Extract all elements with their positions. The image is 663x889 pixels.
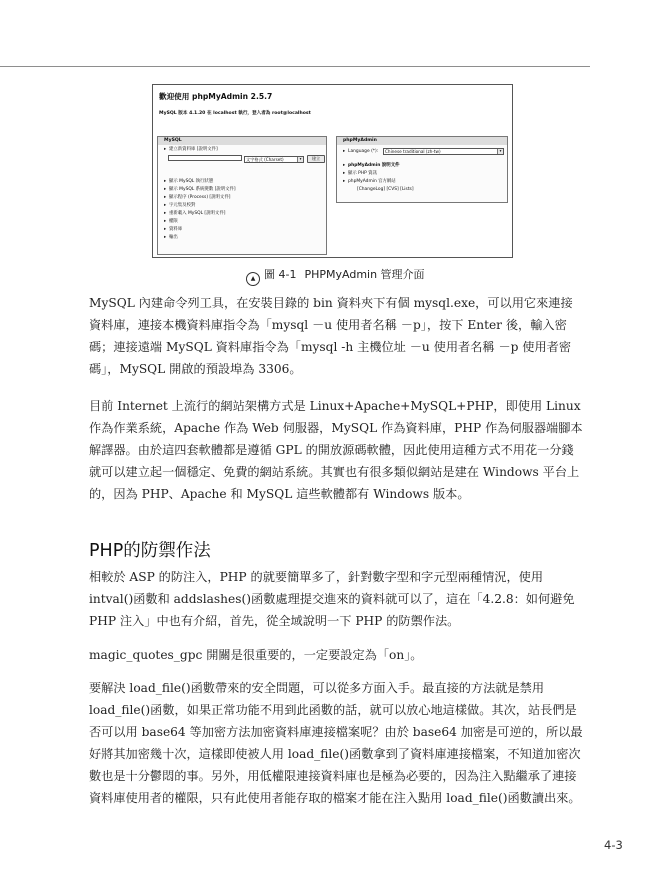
mysql-link-export[interactable]: ▸ 輸出	[164, 235, 178, 240]
figure-number: 圖 4-1	[264, 268, 297, 281]
pma-link-homepage[interactable]: ▸ phpMyAdmin 官方網站	[343, 179, 396, 184]
mysql-link-charsets[interactable]: ▸ 字元集及校對	[164, 203, 196, 208]
section-heading: PHP的防禦作法	[89, 541, 211, 561]
page-number: 4-3	[604, 838, 623, 852]
pma-link-phpinfo[interactable]: ▸ 顯示 PHP 資訊	[343, 171, 377, 176]
mysql-panel-header: MySQL	[158, 137, 326, 145]
language-select[interactable]: Chinese traditional (zh-tw) ▾	[383, 148, 504, 155]
mysql-link-processes[interactable]: ▸ 顯示程序 (Process) [說明文件]	[164, 195, 231, 200]
mysql-link-variables[interactable]: ▸ 顯示 MySQL 系統變數 [說明文件]	[164, 187, 236, 192]
mysql-link-databases[interactable]: ▸ 資料庫	[164, 227, 183, 232]
paragraph-lamp-stack: 目前 Internet 上流行的網站架構方式是 Linux+Apache+MySQL+PHP，即使用 Linux 作為作業系統，Apache 作為 Web 伺服器，MySQL 作為資料庫，PHP 作為伺服器端腳本解譯器。由於這四套軟體都是遵循 GPL 的開放源碼軟體，因此使用這種方式不用花一分錢就可以建立起一個穩定、免費的網站系統。其實也有很多類似網站是建在 Windows 平台上的，因為 PHP、Apache 和 MySQL 這些軟體都有 Windows 版本。	[89, 399, 583, 501]
phpmyadmin-panel	[336, 136, 508, 203]
pma-link-docs[interactable]: ▸ phpMyAdmin 說明文件	[343, 163, 400, 168]
paragraph-load-file: 要解決 load_file()函數帶來的安全問題，可以從多方面入手。最直接的方法就是禁用 load_file()函數，如果正常功能不用到此函數的話，就可以放心地這樣做。其次，站長們是否可以用 base64 等加密方法加密資料庫連接檔案呢？由於 base64 加密是可逆的，所以最好將其加密幾十次，這樣即使被人用 load_file()函數拿到了資料庫連接檔案，不知道加密次數也是十分鬱悶的事。另外，用低權限連接資料庫也是極為必要的，因為注入點繼承了連接資料庫使用者的權限，只有此使用者能存取的檔案才能在注入點用 load_file()函數讀出來。	[89, 681, 583, 805]
figure-mysql-version-line: MySQL 版本 4.1.20 在 localhost 執行，登入者為 root@localhost	[159, 111, 311, 116]
figure-caption	[246, 266, 425, 286]
paragraph-php-injection: 相較於 ASP 的防注入，PHP 的就要簡單多了，針對數字型和字元型兩種情況，使用 intval()函數和 addslashes()函數處理提交進來的資料就可以了，這在「4.2.8：如何避免 PHP 注入」中也有介紹，首先，從全域說明一下 PHP 的防禦作法。	[89, 570, 575, 628]
new-db-name-input[interactable]	[168, 155, 242, 161]
triangle-icon: ▲	[246, 272, 260, 286]
paragraph-mysql-cli: MySQL 內建命令列工具，在安裝目錄的 bin 資料夾下有個 mysql.exe，可以用它來連接資料庫，連接本機資料庫指令為「mysql －u 使用者名稱 －p」，按下 Enter 後，輸入密碼；連接遠端 MySQL 資料庫指令為「mysql -h 主機位址 －u 使用者名稱 －p 使用者密碼」，MySQL 開啟的預設埠為 3306。	[89, 296, 573, 376]
figure-caption-text: PHPMyAdmin 管理介面	[304, 268, 425, 281]
chevron-down-icon: ▾	[297, 157, 303, 162]
mysql-panel	[157, 136, 327, 255]
phpmyadmin-panel-header: phpMyAdmin	[337, 137, 507, 145]
mysql-link-privileges[interactable]: ▸ 權限	[164, 219, 178, 224]
header-rule	[0, 66, 590, 67]
charset-select[interactable]: 文字格式 (Charset) ▾	[244, 156, 304, 163]
paragraph-magic-quotes: magic_quotes_gpc 開關是很重要的，一定要設定為「on」。	[89, 648, 423, 662]
phpmyadmin-screenshot-figure	[152, 84, 513, 258]
create-db-button[interactable]: 建立	[307, 155, 325, 163]
figure-welcome-title: 歡迎使用 phpMyAdmin 2.5.7	[159, 92, 273, 101]
language-label: ▸ Language (*):	[343, 149, 379, 154]
create-db-label: ▸ 建立新資料庫 [說明文件]	[164, 147, 218, 152]
mysql-link-reload[interactable]: ▸ 重新載入 MySQL [說明文件]	[164, 211, 226, 216]
chevron-down-icon: ▾	[497, 149, 503, 154]
mysql-link-status[interactable]: ▸ 顯示 MySQL 執行狀態	[164, 179, 214, 184]
pma-links-changelog-cvs-lists[interactable]: [ChangeLog] [CVS] [Lists]	[357, 187, 414, 192]
